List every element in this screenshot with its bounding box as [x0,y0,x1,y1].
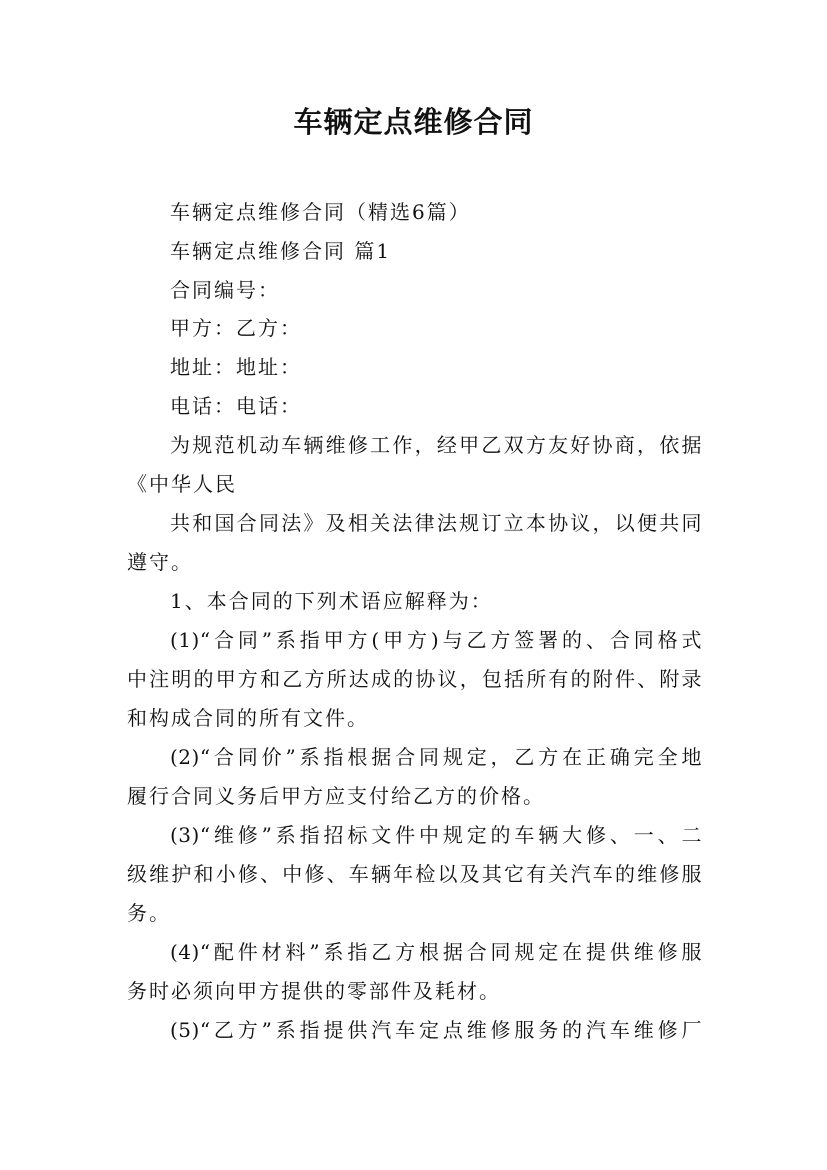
paragraph-line: 和构成合同的所有文件。 [127,706,369,730]
paragraph-line: (1)“合同”系指甲方(甲方)与乙方签署的、合同格式 [170,628,702,652]
paragraph-line: 《中华人民 [127,472,237,496]
paragraph-line: (4)“配件材料”系指乙方根据合同规定在提供维修服 [170,940,702,964]
address-field: 地址：地址： [170,355,302,379]
subtitle-line: 车辆定点维修合同（精选6篇） [170,200,471,224]
paragraph-line: 为规范机动车辆维修工作，经甲乙双方友好协商，依据 [170,433,702,457]
clause-heading: 1、本合同的下列术语应解释为： [170,589,493,613]
paragraph-line: 遵守。 [127,550,193,574]
paragraph-line: 中注明的甲方和乙方所达成的协议，包括所有的附件、附录 [127,667,702,691]
paragraph-line: 履行合同义务后甲方应支付给乙方的价格。 [127,784,545,808]
document-title: 车辆定点维修合同 [293,105,534,139]
paragraph-line: 务。 [127,901,171,925]
paragraph-line: (3)“维修”系指招标文件中规定的车辆大修、一、二 [170,823,702,847]
paragraph-line: 共和国合同法》及相关法律法规订立本协议，以便共同 [170,511,702,535]
paragraph-line: 级维护和小修、中修、车辆年检以及其它有关汽车的维修服 [127,862,702,886]
paragraph-line: (5)“乙方”系指提供汽车定点维修服务的汽车维修厂 [170,1018,702,1042]
section-heading: 车辆定点维修合同 篇1 [170,239,392,263]
party-field: 甲方：乙方： [170,316,302,340]
contract-number-field: 合同编号： [170,278,280,302]
paragraph-line: (2)“合同价”系指根据合同规定，乙方在正确完全地 [170,745,702,769]
phone-field: 电话：电话： [170,394,302,418]
paragraph-line: 务时必须向甲方提供的零部件及耗材。 [127,979,501,1003]
